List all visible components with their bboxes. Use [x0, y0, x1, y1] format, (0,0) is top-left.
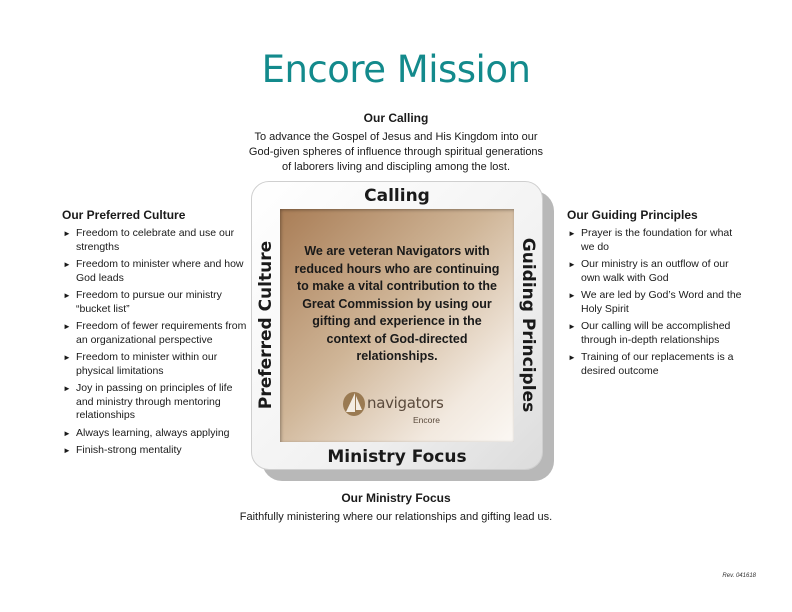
list-item: ► Our calling will be accomplished through in-depth relationships — [568, 320, 731, 346]
revision-note: Rev. 041618 — [722, 573, 756, 579]
guiding-principles-heading: Our Guiding Principles — [567, 208, 698, 222]
list-item: ► Freedom to minister where and how God leads — [63, 258, 244, 284]
preferred-culture-list — [62, 227, 247, 458]
logo-subtitle: Encore — [413, 415, 440, 425]
mission-statement: We are veteran Navigators with reduced hours who are continuing to make a vital contribution to the Great Commission by using our gifting and experience in the context of God-directed relationships. — [294, 244, 500, 363]
bullet-arrow-icon: ► — [63, 229, 71, 238]
guiding-principles-list — [567, 227, 747, 378]
calling-section — [200, 111, 592, 175]
list-item: ► Freedom of fewer requirements from an organizational perspective — [63, 320, 247, 346]
bullet-arrow-icon: ► — [63, 428, 71, 438]
list-item: ► Training of our replacements is a desired outcome — [568, 351, 734, 377]
calling-heading: Our Calling — [363, 111, 429, 125]
bullet-arrow-icon: ► — [568, 229, 576, 238]
list-item: ► Freedom to minister within our physical limitations — [63, 351, 218, 377]
page-title: Encore Mission — [261, 48, 531, 91]
bullet-arrow-icon: ► — [568, 322, 576, 331]
ministry-focus-section — [200, 491, 592, 525]
bullet-arrow-icon: ► — [568, 260, 576, 269]
bullet-arrow-icon: ► — [63, 384, 71, 393]
preferred-culture-section — [62, 208, 247, 462]
sail-icon — [342, 390, 368, 418]
bullet-arrow-icon: ► — [63, 446, 71, 455]
list-item: ► Joy in passing on principles of life and ministry through mentoring relationships — [63, 382, 233, 421]
bullet-arrow-icon: ► — [63, 322, 71, 331]
frame-label-guiding-principles-text: Guiding Principles — [518, 237, 538, 413]
list-item: ► Prayer is the foundation for what we do — [568, 227, 733, 253]
preferred-culture-heading: Our Preferred Culture — [62, 208, 186, 222]
bullet-arrow-icon: ► — [568, 353, 576, 362]
bullet-arrow-icon: ► — [63, 353, 71, 362]
guiding-principles-section — [567, 208, 747, 382]
bullet-arrow-icon: ► — [63, 291, 71, 300]
ministry-focus-text: Faithfully ministering where our relationships and gifting lead us. — [239, 511, 553, 523]
list-item: ► We are led by God’s Word and the Holy Spirit — [568, 289, 742, 315]
navigators-logo — [340, 388, 460, 428]
calling-line: To advance the Gospel of Jesus and His Kingdom into our — [254, 131, 538, 143]
calling-text — [200, 130, 592, 175]
list-item: ► Finish-strong mentality — [63, 444, 182, 456]
list-item: ► Our ministry is an outflow of our own walk with God — [568, 258, 729, 284]
frame-label-calling: Calling — [364, 186, 430, 206]
frame-label-preferred-culture-text: Preferred Culture — [256, 240, 276, 410]
frame-label-ministry-focus: Ministry Focus — [327, 447, 467, 467]
logo-wordmark: navigators — [367, 394, 444, 412]
list-item: ► Always learning, always applying — [63, 426, 230, 439]
calling-line: of laborers living and discipling among the lost. — [281, 161, 511, 173]
list-item: ► Freedom to pursue our ministry “bucket list” — [63, 289, 222, 315]
bullet-arrow-icon: ► — [568, 291, 576, 300]
bullet-arrow-icon: ► — [63, 260, 71, 269]
list-item: ► Freedom to celebrate and use our strengths — [63, 227, 235, 253]
ministry-focus-heading: Our Ministry Focus — [341, 491, 451, 505]
calling-line: God-given spheres of influence through spiritual generations — [248, 146, 544, 158]
